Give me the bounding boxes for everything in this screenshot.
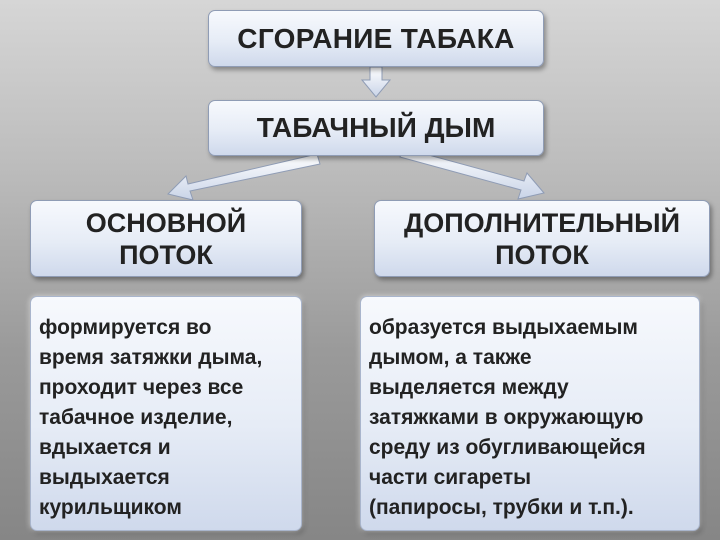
description-line: выделяется между (369, 376, 569, 399)
description-line: выдыхается (39, 466, 170, 489)
description-line: формируется во (39, 316, 212, 339)
main-stream-box (30, 200, 302, 277)
main-stream-label-line: ОСНОВНОЙ (85, 207, 247, 238)
main-stream-description (30, 296, 302, 531)
description-line: дымом, а также (369, 346, 532, 369)
down-arrow (362, 67, 390, 97)
left-arrow (168, 154, 320, 200)
description-line: части сигареты (369, 466, 532, 489)
description-line: затяжками в окружающую (369, 406, 644, 429)
description-line: проходит через все (39, 376, 244, 399)
side-stream-label-line: ДОПОЛНИТЕЛЬНЫЙ (403, 207, 680, 238)
description-line: вдыхается и (39, 436, 171, 459)
tobacco-smoke-label: ТАБАЧНЫЙ ДЫМ (256, 112, 496, 143)
side-stream-box (374, 200, 710, 277)
main-stream-label-line: ПОТОК (119, 239, 213, 270)
tobacco-combustion-label: СГОРАНИЕ ТАБАКА (237, 22, 515, 54)
tobacco-combustion-box (208, 10, 544, 67)
description-line: образуется выдыхаемым (369, 316, 638, 339)
tobacco-smoke-box (208, 100, 544, 156)
description-line: (папиросы, трубки и т.п.). (369, 496, 634, 519)
description-line: курильщиком (39, 496, 182, 519)
description-line: табачное изделие, (39, 406, 233, 429)
description-line: время затяжки дыма, (39, 346, 263, 369)
side-stream-label-line: ПОТОК (495, 239, 589, 270)
side-stream-description (360, 296, 700, 531)
description-line: среду из обугливающейся (369, 436, 646, 459)
